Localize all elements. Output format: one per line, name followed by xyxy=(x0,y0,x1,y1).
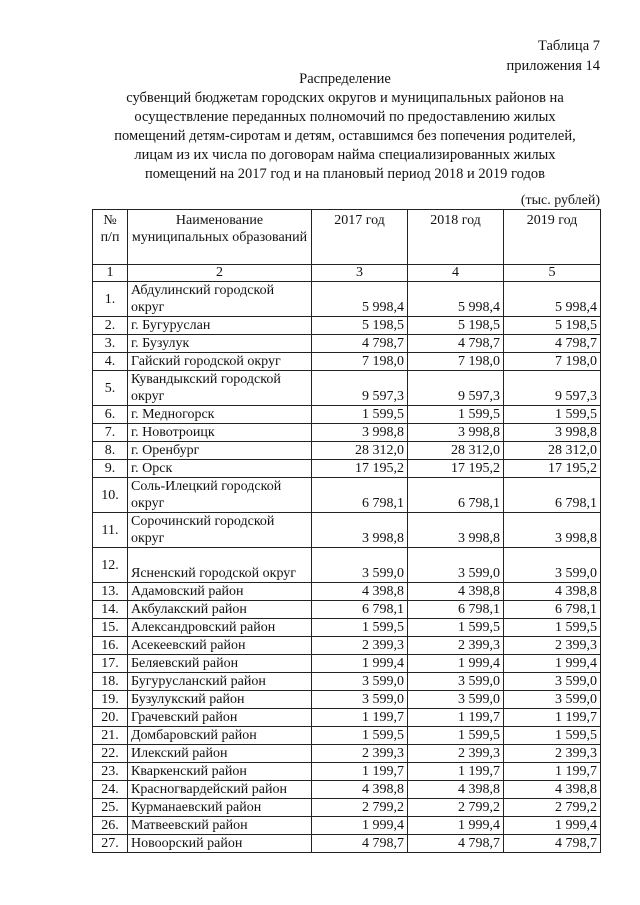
value-2018: 1 599,5 xyxy=(408,727,504,745)
municipality-name: Абдулинский городской округ xyxy=(128,282,312,317)
table-row xyxy=(93,513,601,548)
value-2017: 1 599,5 xyxy=(312,727,408,745)
value-2019: 5 198,5 xyxy=(504,317,601,335)
column-index: 2 xyxy=(128,265,312,282)
row-number: 13. xyxy=(93,583,128,601)
municipality-name: Курманаевский район xyxy=(128,799,312,817)
municipality-name: Адамовский район xyxy=(128,583,312,601)
row-number: 21. xyxy=(93,727,128,745)
municipality-name: Красногвардейский район xyxy=(128,781,312,799)
value-2017: 7 198,0 xyxy=(312,353,408,371)
value-2017: 4 398,8 xyxy=(312,781,408,799)
value-2018: 2 399,3 xyxy=(408,745,504,763)
municipality-name: Акбулакский район xyxy=(128,601,312,619)
value-2018: 1 199,7 xyxy=(408,709,504,727)
value-2018: 4 398,8 xyxy=(408,583,504,601)
value-2018: 3 998,8 xyxy=(408,424,504,442)
municipality-name: г. Медногорск xyxy=(128,406,312,424)
table-row xyxy=(93,478,601,513)
title-line: Распределение xyxy=(299,71,391,87)
value-2018: 7 198,0 xyxy=(408,353,504,371)
value-2018: 3 599,0 xyxy=(408,673,504,691)
table-row xyxy=(93,763,601,781)
value-2018: 4 398,8 xyxy=(408,781,504,799)
value-2017: 9 597,3 xyxy=(312,371,408,406)
value-2018: 3 599,0 xyxy=(408,548,504,583)
value-2017: 1 199,7 xyxy=(312,763,408,781)
value-2018: 1 599,5 xyxy=(408,619,504,637)
table-row xyxy=(93,601,601,619)
table-row xyxy=(93,709,601,727)
table-row xyxy=(93,817,601,835)
header-number: № п/п xyxy=(93,210,128,265)
column-index-row xyxy=(93,265,601,282)
value-2019: 2 799,2 xyxy=(504,799,601,817)
row-number: 24. xyxy=(93,781,128,799)
units-label: (тыс. рублей) xyxy=(520,193,600,208)
table-row xyxy=(93,371,601,406)
value-2017: 1 999,4 xyxy=(312,655,408,673)
header-2017: 2017 год xyxy=(312,210,408,265)
column-index: 5 xyxy=(504,265,601,282)
table-header-row xyxy=(93,210,601,265)
value-2017: 2 799,2 xyxy=(312,799,408,817)
table-row xyxy=(93,460,601,478)
column-index: 4 xyxy=(408,265,504,282)
municipality-name: Бузулукский район xyxy=(128,691,312,709)
value-2018: 9 597,3 xyxy=(408,371,504,406)
value-2017: 3 998,8 xyxy=(312,513,408,548)
row-number: 27. xyxy=(93,835,128,853)
row-number: 7. xyxy=(93,424,128,442)
value-2018: 1 599,5 xyxy=(408,406,504,424)
value-2017: 17 195,2 xyxy=(312,460,408,478)
row-number: 19. xyxy=(93,691,128,709)
value-2019: 28 312,0 xyxy=(504,442,601,460)
value-2018: 4 798,7 xyxy=(408,835,504,853)
document-title xyxy=(95,70,595,184)
table-row xyxy=(93,583,601,601)
value-2017: 5 998,4 xyxy=(312,282,408,317)
table-row xyxy=(93,799,601,817)
row-number: 16. xyxy=(93,637,128,655)
table-row xyxy=(93,406,601,424)
subvention-table xyxy=(92,209,601,853)
row-number: 12. xyxy=(93,548,128,583)
municipality-name: г. Бугуруслан xyxy=(128,317,312,335)
municipality-name: Кувандыкский городской округ xyxy=(128,371,312,406)
value-2018: 3 599,0 xyxy=(408,691,504,709)
value-2018: 1 999,4 xyxy=(408,817,504,835)
row-number: 5. xyxy=(93,371,128,406)
value-2017: 1 599,5 xyxy=(312,619,408,637)
header-name: Наименование муниципальных образований xyxy=(128,210,312,265)
column-index: 1 xyxy=(93,265,128,282)
table-row xyxy=(93,317,601,335)
value-2019: 3 599,0 xyxy=(504,691,601,709)
row-number: 8. xyxy=(93,442,128,460)
title-line: лицам из их числа по договорам найма специализированных жилых xyxy=(134,147,556,163)
table-row xyxy=(93,655,601,673)
row-number: 22. xyxy=(93,745,128,763)
table-row xyxy=(93,335,601,353)
municipality-name: Бугурусланский район xyxy=(128,673,312,691)
value-2017: 1 199,7 xyxy=(312,709,408,727)
municipality-name: г. Оренбург xyxy=(128,442,312,460)
value-2019: 9 597,3 xyxy=(504,371,601,406)
row-number: 20. xyxy=(93,709,128,727)
value-2017: 1 999,4 xyxy=(312,817,408,835)
value-2019: 3 599,0 xyxy=(504,673,601,691)
value-2018: 1 199,7 xyxy=(408,763,504,781)
value-2019: 4 798,7 xyxy=(504,335,601,353)
value-2017: 3 998,8 xyxy=(312,424,408,442)
municipality-name: Домбаровский район xyxy=(128,727,312,745)
municipality-name: Соль-Илецкий городской округ xyxy=(128,478,312,513)
value-2017: 2 399,3 xyxy=(312,637,408,655)
municipality-name: Кваркенский район xyxy=(128,763,312,781)
municipality-name: Илекский район xyxy=(128,745,312,763)
municipality-name: Александровский район xyxy=(128,619,312,637)
value-2019: 1 999,4 xyxy=(504,817,601,835)
value-2019: 17 195,2 xyxy=(504,460,601,478)
value-2017: 3 599,0 xyxy=(312,548,408,583)
value-2019: 2 399,3 xyxy=(504,637,601,655)
table-row xyxy=(93,619,601,637)
row-number: 11. xyxy=(93,513,128,548)
title-line: субвенций бюджетам городских округов и муниципальных районов на xyxy=(126,90,564,106)
table-row xyxy=(93,424,601,442)
row-number: 18. xyxy=(93,673,128,691)
value-2018: 2 399,3 xyxy=(408,637,504,655)
value-2018: 17 195,2 xyxy=(408,460,504,478)
municipality-name: г. Бузулук xyxy=(128,335,312,353)
title-line: помещений на 2017 год и на плановый период 2018 и 2019 годов xyxy=(145,166,545,182)
value-2019: 3 599,0 xyxy=(504,548,601,583)
table-row xyxy=(93,691,601,709)
value-2018: 6 798,1 xyxy=(408,601,504,619)
title-line: помещений детям-сиротам и детям, оставшимся без попечения родителей, xyxy=(114,128,576,144)
municipality-name: Матвеевский район xyxy=(128,817,312,835)
appendix-number: приложения 14 xyxy=(506,58,600,74)
value-2018: 1 999,4 xyxy=(408,655,504,673)
value-2017: 4 398,8 xyxy=(312,583,408,601)
table-row xyxy=(93,781,601,799)
row-number: 25. xyxy=(93,799,128,817)
value-2017: 4 798,7 xyxy=(312,335,408,353)
table-row xyxy=(93,727,601,745)
value-2019: 1 199,7 xyxy=(504,763,601,781)
value-2017: 6 798,1 xyxy=(312,478,408,513)
value-2019: 1 599,5 xyxy=(504,727,601,745)
value-2018: 5 198,5 xyxy=(408,317,504,335)
value-2018: 5 998,4 xyxy=(408,282,504,317)
municipality-name: Сорочинский городской округ xyxy=(128,513,312,548)
value-2017: 3 599,0 xyxy=(312,673,408,691)
table-row xyxy=(93,353,601,371)
value-2019: 5 998,4 xyxy=(504,282,601,317)
value-2017: 2 399,3 xyxy=(312,745,408,763)
value-2019: 1 599,5 xyxy=(504,406,601,424)
municipality-name: Ясненский городской округ xyxy=(128,548,312,583)
row-number: 6. xyxy=(93,406,128,424)
table-row xyxy=(93,548,601,583)
row-number: 4. xyxy=(93,353,128,371)
value-2017: 1 599,5 xyxy=(312,406,408,424)
value-2019: 4 398,8 xyxy=(504,781,601,799)
column-index: 3 xyxy=(312,265,408,282)
row-number: 15. xyxy=(93,619,128,637)
value-2019: 3 998,8 xyxy=(504,424,601,442)
value-2017: 3 599,0 xyxy=(312,691,408,709)
value-2019: 3 998,8 xyxy=(504,513,601,548)
municipality-name: Грачевский район xyxy=(128,709,312,727)
municipality-name: Гайский городской округ xyxy=(128,353,312,371)
header-2018: 2018 год xyxy=(408,210,504,265)
value-2019: 1 199,7 xyxy=(504,709,601,727)
table-row xyxy=(93,745,601,763)
header-2019: 2019 год xyxy=(504,210,601,265)
value-2017: 28 312,0 xyxy=(312,442,408,460)
value-2019: 1 599,5 xyxy=(504,619,601,637)
value-2019: 7 198,0 xyxy=(504,353,601,371)
value-2019: 4 398,8 xyxy=(504,583,601,601)
row-number: 17. xyxy=(93,655,128,673)
row-number: 2. xyxy=(93,317,128,335)
municipality-name: г. Новотроицк xyxy=(128,424,312,442)
row-number: 3. xyxy=(93,335,128,353)
municipality-name: Беляевский район xyxy=(128,655,312,673)
value-2019: 1 999,4 xyxy=(504,655,601,673)
table-row xyxy=(93,637,601,655)
value-2018: 3 998,8 xyxy=(408,513,504,548)
value-2019: 6 798,1 xyxy=(504,601,601,619)
value-2017: 5 198,5 xyxy=(312,317,408,335)
row-number: 26. xyxy=(93,817,128,835)
row-number: 9. xyxy=(93,460,128,478)
title-line: осуществление переданных полномочий по предоставлению жилых xyxy=(134,109,556,125)
value-2018: 28 312,0 xyxy=(408,442,504,460)
row-number: 14. xyxy=(93,601,128,619)
row-number: 1. xyxy=(93,282,128,317)
municipality-name: г. Орск xyxy=(128,460,312,478)
value-2017: 4 798,7 xyxy=(312,835,408,853)
table-row xyxy=(93,835,601,853)
value-2019: 6 798,1 xyxy=(504,478,601,513)
value-2018: 4 798,7 xyxy=(408,335,504,353)
value-2017: 6 798,1 xyxy=(312,601,408,619)
value-2019: 2 399,3 xyxy=(504,745,601,763)
table-row xyxy=(93,282,601,317)
value-2019: 4 798,7 xyxy=(504,835,601,853)
municipality-name: Асекеевский район xyxy=(128,637,312,655)
table-body xyxy=(93,282,601,853)
row-number: 23. xyxy=(93,763,128,781)
table-row xyxy=(93,442,601,460)
municipality-name: Новоорский район xyxy=(128,835,312,853)
value-2018: 6 798,1 xyxy=(408,478,504,513)
row-number: 10. xyxy=(93,478,128,513)
table-number: Таблица 7 xyxy=(537,38,600,54)
value-2018: 2 799,2 xyxy=(408,799,504,817)
table-row xyxy=(93,673,601,691)
